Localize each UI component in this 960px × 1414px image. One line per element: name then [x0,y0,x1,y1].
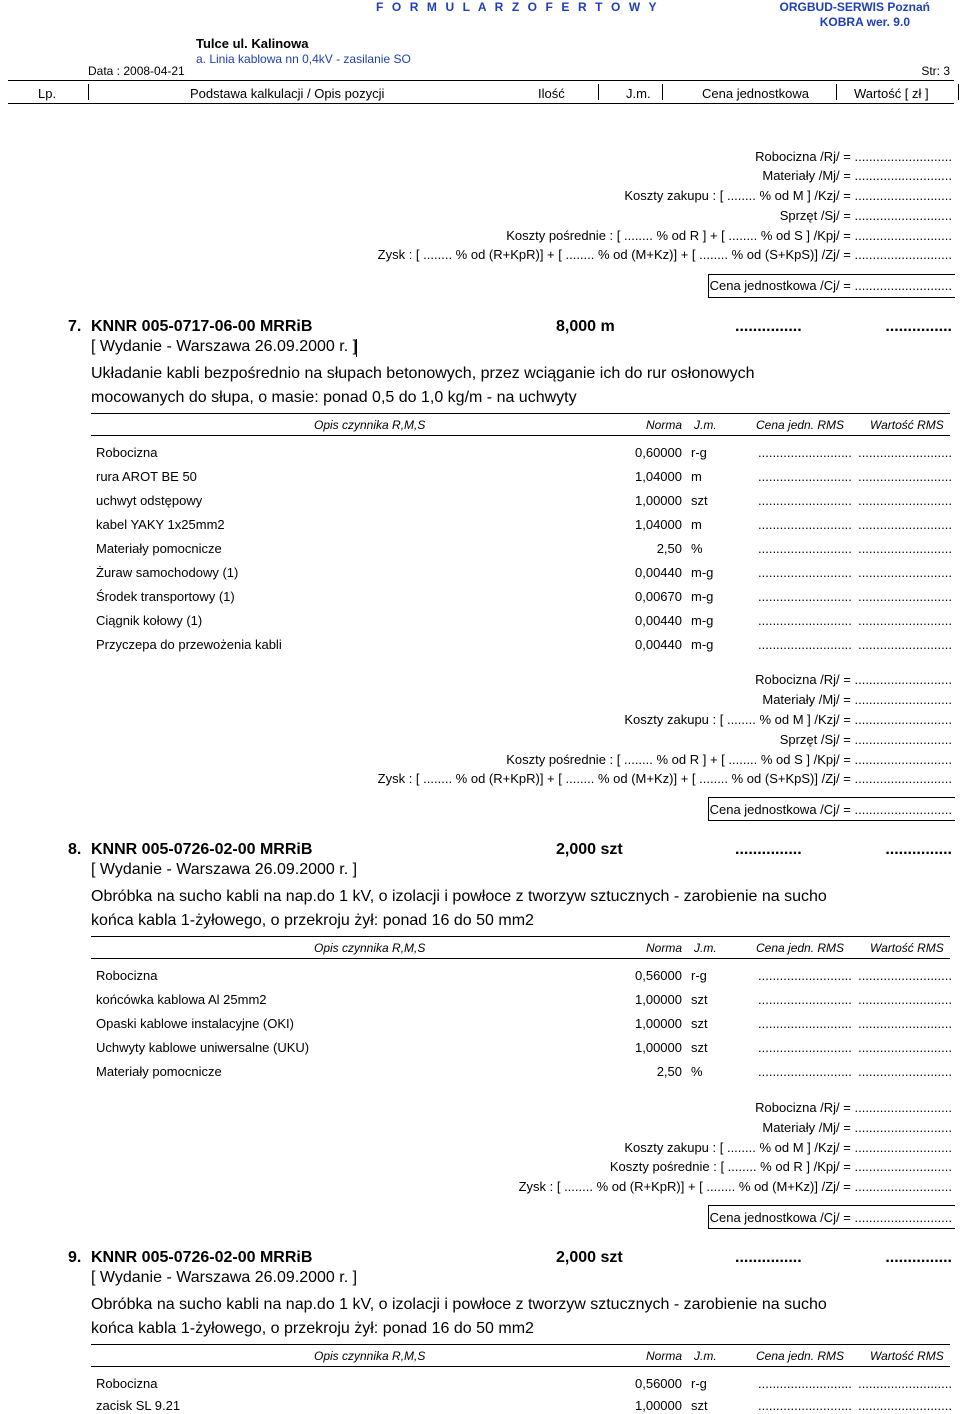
resource-name: Uchwyty kablowe uniwersalne (UKU) [96,1040,310,1055]
resource-value: .......................... [858,1064,952,1079]
resource-price: .......................... [758,589,852,604]
resource-norm: 0,60000 [635,445,682,460]
sub-table-divider [91,958,950,959]
resource-value: .......................... [858,613,952,628]
summary-line: Materiały /Mj/ = ........................... [762,1120,952,1135]
summary-line: Koszty zakupu : [ ........ % od M ] /Kzj/ = ........................... [624,188,952,203]
resource-name: Robocizna [96,445,158,460]
item-edition: [ Wydanie - Warszawa 26.09.2000 r. ] [91,338,358,355]
resource-value: .......................... [858,992,952,1007]
resource-price: .......................... [758,1016,852,1031]
item-quantity: 2,000 szt [556,841,623,858]
resource-name: Przyczepa do przewożenia kabli [96,637,282,652]
software-version: KOBRA wer. 9.0 [819,15,910,29]
sub-col-factor: Opis czynnika R,M,S [314,941,426,955]
col-divider [88,84,89,100]
resource-unit: m [691,469,702,484]
resource-value: .......................... [858,541,952,556]
resource-unit: szt [691,1016,708,1031]
summary-line: Zysk : [ ........ % od (R+KpR)] + [ ........ % od (M+Kz)] + [ ........ % od (S+KpS)] /Zj/ = ........................... [377,771,952,786]
site-subtitle: a. Linia kablowa nn 0,4kV - zasilanie SO [196,52,411,66]
sub-col-value: Wartość RMS [870,941,944,955]
item-number: 8. [68,841,82,858]
sub-table-divider [91,1344,950,1345]
resource-unit: r-g [691,445,707,460]
document-date: Data : 2008-04-21 [88,64,185,78]
resource-value: .......................... [858,565,952,580]
resource-name: Opaski kablowe instalacyjne (OKI) [96,1016,294,1031]
unit-price-line: Cena jednostkowa /Cj/ = ........................... [709,278,952,293]
resource-norm: 1,04000 [635,469,682,484]
item-number: 7. [68,318,82,335]
summary-line: Materiały /Mj/ = ........................... [762,692,952,707]
resource-value: .......................... [858,1376,952,1391]
resource-value: .......................... [858,1040,952,1055]
item-value: ............... [885,1249,952,1266]
unit-price-line: Cena jednostkowa /Cj/ = ........................... [709,802,952,817]
resource-norm: 0,56000 [635,968,682,983]
resource-norm: 0,00440 [635,637,682,652]
col-divider [662,84,663,100]
resource-price: .......................... [758,541,852,556]
sub-table-divider [91,435,950,436]
resource-name: kabel YAKY 1x25mm2 [96,517,225,532]
resource-price: .......................... [758,1398,852,1413]
resource-price: .......................... [758,517,852,532]
sub-col-price: Cena jedn. RMS [756,418,845,432]
summary-line: Robocizna /Rj/ = ........................... [755,1100,952,1115]
resource-value: .......................... [858,589,952,604]
resource-price: .......................... [758,968,852,983]
sub-col-unit: J.m. [694,941,717,955]
item-number: 9. [68,1249,82,1266]
summary-line: Koszty pośrednie : [ ........ % od R ] + [ ........ % od S ] /Kpj/ = ........................... [506,228,952,243]
sub-col-value: Wartość RMS [870,1349,944,1363]
item-quantity: 8,000 m [556,318,615,335]
resource-name: rura AROT BE 50 [96,469,197,484]
resource-price: .......................... [758,565,852,580]
col-qty: Ilość [538,86,565,101]
resource-price: .......................... [758,445,852,460]
resource-price: .......................... [758,637,852,652]
col-divider [958,84,959,100]
summary-line: Robocizna /Rj/ = ........................... [755,672,952,687]
resource-unit: szt [691,992,708,1007]
sub-col-norm: Norma [646,418,683,432]
resource-value: .......................... [858,637,952,652]
summary-line: Sprzęt /Sj/ = ........................... [779,208,952,223]
form-title: F O R M U L A R Z O F E R T O W Y [376,0,660,14]
sub-col-norm: Norma [646,941,683,955]
edition-divider [356,339,357,357]
sub-table-divider [91,1366,950,1367]
summary-line: Materiały /Mj/ = ........................... [762,168,952,183]
header-divider [8,80,954,81]
resource-name: Środek transportowy (1) [96,589,235,604]
summary-line: Koszty zakupu : [ ........ % od M ] /Kzj/ = ........................... [624,712,952,727]
summary-line: Koszty pośrednie : [ ........ % od R ] + [ ........ % od S ] /Kpj/ = ........................... [506,752,952,767]
sub-col-price: Cena jedn. RMS [756,1349,845,1363]
resource-name: Robocizna [96,968,158,983]
resource-name: Ciągnik kołowy (1) [96,613,203,628]
item-description: Układanie kabli bezpośrednio na słupach betonowych, przez wciąganie ich do rur osłonowych mocowanych do słupa, o masie: ponad 0,5 do 1,0 kg/m - na uchwyty [91,365,755,406]
resource-norm: 1,00000 [635,1398,682,1413]
resource-norm: 0,56000 [635,1376,682,1391]
summary-line: Zysk : [ ........ % od (R+KpR)] + [ ........ % od (M+Kz)] + [ ........ % od (S+KpS)] /Zj/ = ........................... [377,247,952,262]
resource-value: .......................... [858,968,952,983]
item-code: KNNR 005-0726-02-00 MRRiB [91,841,313,858]
resource-price: .......................... [758,1064,852,1079]
resource-price: .......................... [758,493,852,508]
resource-name: Żuraw samochodowy (1) [96,565,239,580]
resource-norm: 0,00670 [635,589,682,604]
resource-norm: 1,00000 [635,1040,682,1055]
sub-col-unit: J.m. [694,1349,717,1363]
item-description: Obróbka na sucho kabli na nap.do 1 kV, o izolacji i powłoce z tworzyw sztucznych - zarobienie na sucho końca kabla 1-żyłowego, o przekroju żył: ponad 16 do 50 mm2 [91,1296,827,1337]
company-name: ORGBUD-SERWIS Poznań [779,0,930,14]
resource-unit: szt [691,493,708,508]
resource-price: .......................... [758,613,852,628]
resource-name: końcówka kablowa Al 25mm2 [96,992,267,1007]
resource-value: .......................... [858,1398,952,1413]
resource-unit: r-g [691,968,707,983]
resource-value: .......................... [858,517,952,532]
resource-unit: % [691,541,703,556]
resource-price: .......................... [758,1040,852,1055]
summary-line: Koszty zakupu : [ ........ % od M ] /Kzj/ = ........................... [624,1140,952,1155]
sub-col-factor: Opis czynnika R,M,S [314,418,426,432]
sub-col-price: Cena jedn. RMS [756,941,845,955]
summary-line: Koszty pośrednie : [ ........ % od R ] /Kpj/ = ........................... [609,1159,952,1174]
col-divider [836,84,837,100]
item-price: ............... [735,841,802,858]
resource-norm: 1,00000 [635,1016,682,1031]
resource-norm: 1,04000 [635,517,682,532]
item-code: KNNR 005-0726-02-00 MRRiB [91,1249,313,1266]
item-edition: [ Wydanie - Warszawa 26.09.2000 r. ] [91,861,358,878]
resource-name: Materiały pomocnicze [96,541,222,556]
unit-price-line: Cena jednostkowa /Cj/ = ........................... [709,1210,952,1225]
col-lp: Lp. [38,86,57,101]
item-value: ............... [885,841,952,858]
resource-value: .......................... [858,493,952,508]
resource-price: .......................... [758,992,852,1007]
item-value: ............... [885,318,952,335]
resource-value: .......................... [858,469,952,484]
resource-name: zacisk SL 9.21 [96,1398,181,1413]
resource-price: .......................... [758,469,852,484]
resource-norm: 2,50 [656,541,682,556]
resource-value: .......................... [858,445,952,460]
sub-col-norm: Norma [646,1349,683,1363]
site-title: Tulce ul. Kalinowa [196,36,309,51]
header-divider [8,103,954,104]
resource-norm: 2,50 [656,1064,682,1079]
col-unit-price: Cena jednostkowa [702,86,809,101]
summary-line: Sprzęt /Sj/ = ........................... [779,732,952,747]
resource-unit: szt [691,1040,708,1055]
resource-value: .......................... [858,1016,952,1031]
sub-col-unit: J.m. [694,418,717,432]
resource-name: uchwyt odstępowy [96,493,203,508]
resource-name: Materiały pomocnicze [96,1064,222,1079]
resource-norm: 1,00000 [635,493,682,508]
resource-norm: 0,00440 [635,565,682,580]
resource-unit: m-g [691,637,714,652]
resource-unit: m [691,517,702,532]
col-divider [598,84,599,100]
resource-unit: m-g [691,613,714,628]
item-code: KNNR 005-0717-06-00 MRRiB [91,318,313,335]
sub-table-divider [91,936,950,937]
sub-col-factor: Opis czynnika R,M,S [314,1349,426,1363]
resource-norm: 0,00440 [635,613,682,628]
item-edition: [ Wydanie - Warszawa 26.09.2000 r. ] [91,1269,358,1286]
item-description: Obróbka na sucho kabli na nap.do 1 kV, o izolacji i powłoce z tworzyw sztucznych - zarobienie na sucho końca kabla 1-żyłowego, o przekroju żył: ponad 16 do 50 mm2 [91,888,827,929]
col-unit: J.m. [626,86,651,101]
resource-norm: 1,00000 [635,992,682,1007]
resource-unit: szt [691,1398,708,1413]
resource-name: Robocizna [96,1376,158,1391]
resource-unit: m-g [691,589,714,604]
resource-unit: r-g [691,1376,707,1391]
item-price: ............... [735,1249,802,1266]
col-basis: Podstawa kalkulacji / Opis pozycji [190,86,385,101]
summary-line: Zysk : [ ........ % od (R+KpR)] + [ ........ % od (M+Kz)] /Zj/ = ........................... [518,1179,952,1194]
sub-col-value: Wartość RMS [870,418,944,432]
resource-price: .......................... [758,1376,852,1391]
resource-unit: m-g [691,565,714,580]
resource-unit: % [691,1064,703,1079]
sub-table-divider [91,413,950,414]
page-number: Str: 3 [921,64,950,78]
item-quantity: 2,000 szt [556,1249,623,1266]
item-price: ............... [735,318,802,335]
col-value: Wartość [ zł ] [854,86,929,101]
summary-line: Robocizna /Rj/ = ........................... [755,149,952,164]
